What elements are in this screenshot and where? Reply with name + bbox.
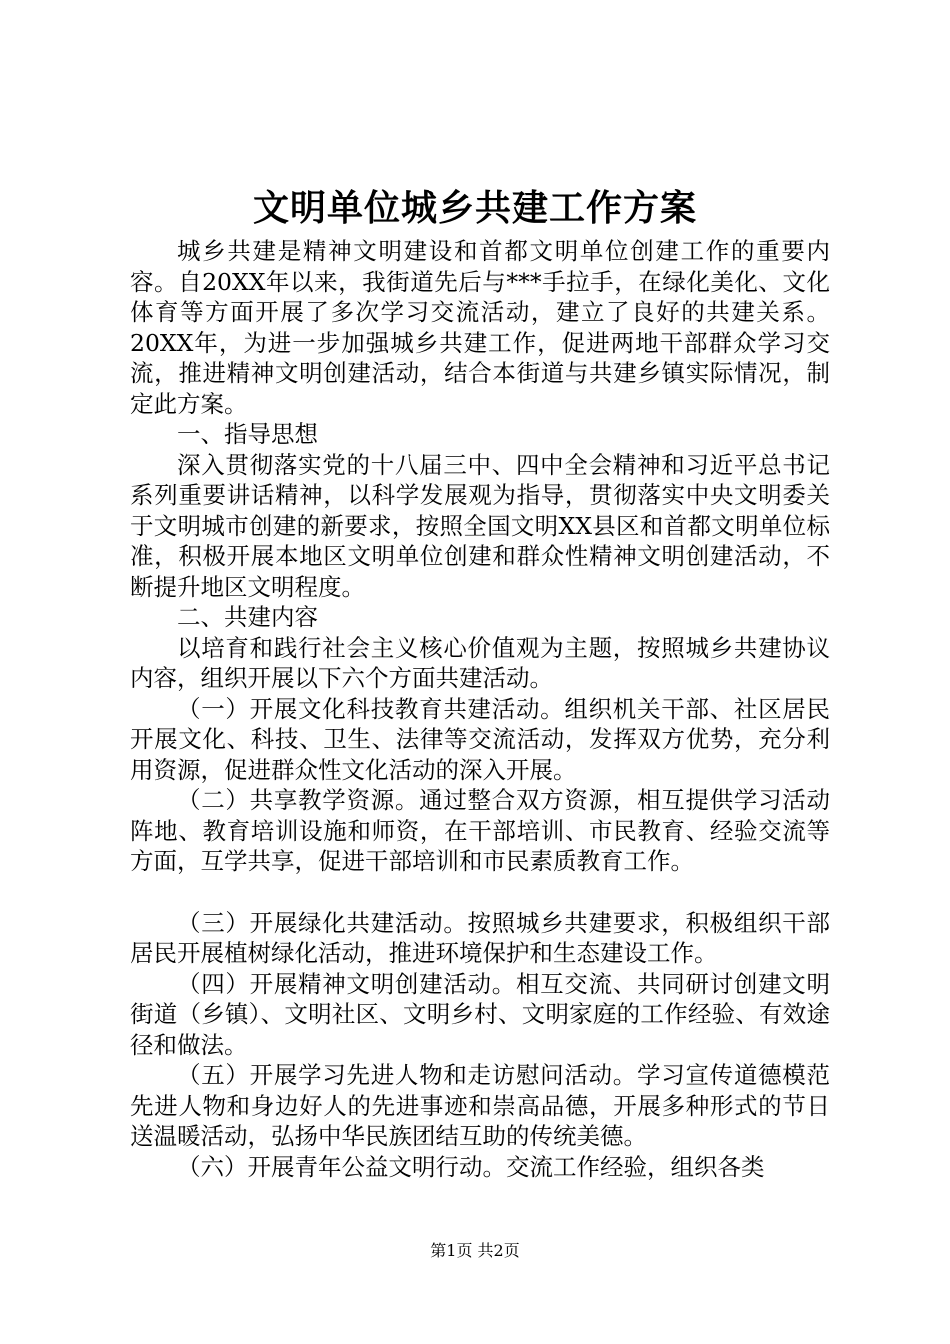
paragraph-intro: 城乡共建是精神文明建设和首都文明单位创建工作的重要内容。自20XX年以来，我街道先后与***手拉手，在绿化美化、文化体育等方面开展了多次学习交流活动，建立了良好的共建关系。20XX年，为进一步加强城乡共建工作，促进两地干部群众学习交流，推进精神文明创建活动，结合本街道与共建乡镇实际情况，制定此方案。 xyxy=(130,237,830,418)
paragraph-item-6: （六）开展青年公益文明行动。交流工作经验，组织各类 xyxy=(177,1152,765,1181)
paragraph-item-2: （二）共享教学资源。通过整合双方资源，相互提供学习活动阵地、教育培训设施和师资，在干部培训、市民教育、经验交流等方面，互学共享，促进干部培训和市民素质教育工作。 xyxy=(130,786,830,875)
paragraph-guiding-ideology: 深入贯彻落实党的十八届三中、四中全会精神和习近平总书记系列重要讲话精神，以科学发展观为指导，贯彻落实中央文明委关于文明城市创建的新要求，按照全国文明XX县区和首都文明单位标准，积极开展本地区文明单位创建和群众性精神文明创建活动，不断提升地区文明程度。 xyxy=(130,450,830,601)
paragraph-item-4: （四）开展精神文明创建活动。相互交流、共同研讨创建文明街道（乡镇）、文明社区、文明乡村、文明家庭的工作经验、有效途径和做法。 xyxy=(130,969,830,1059)
section-heading-joint-content: 二、共建内容 xyxy=(177,603,318,631)
paragraph-joint-content-intro: 以培育和践行社会主义核心价值观为主题，按照城乡共建协议内容，组织开展以下六个方面共建活动。 xyxy=(130,633,830,692)
document-title: 文明单位城乡共建工作方案 xyxy=(252,187,697,229)
paragraph-item-1: （一）开展文化科技教育共建活动。组织机关干部、社区居民开展文化、科技、卫生、法律等交流活动，发挥双方优势，充分利用资源，促进群众性文化活动的深入开展。 xyxy=(130,694,830,784)
page-footer: 第1页 共2页 xyxy=(430,1241,520,1260)
document-body xyxy=(130,236,830,1182)
paragraph-item-3: （三）开展绿化共建活动。按照城乡共建要求，积极组织干部居民开展植树绿化活动，推进环境保护和生态建设工作。 xyxy=(130,908,830,967)
section-heading-guiding-ideology: 一、指导思想 xyxy=(177,420,318,448)
paragraph-item-5: （五）开展学习先进人物和走访慰问活动。学习宣传道德模范先进人物和身边好人的先进事迹和崇高品德，开展多种形式的节日送温暖活动，弘扬中华民族团结互助的传统美德。 xyxy=(130,1061,830,1150)
